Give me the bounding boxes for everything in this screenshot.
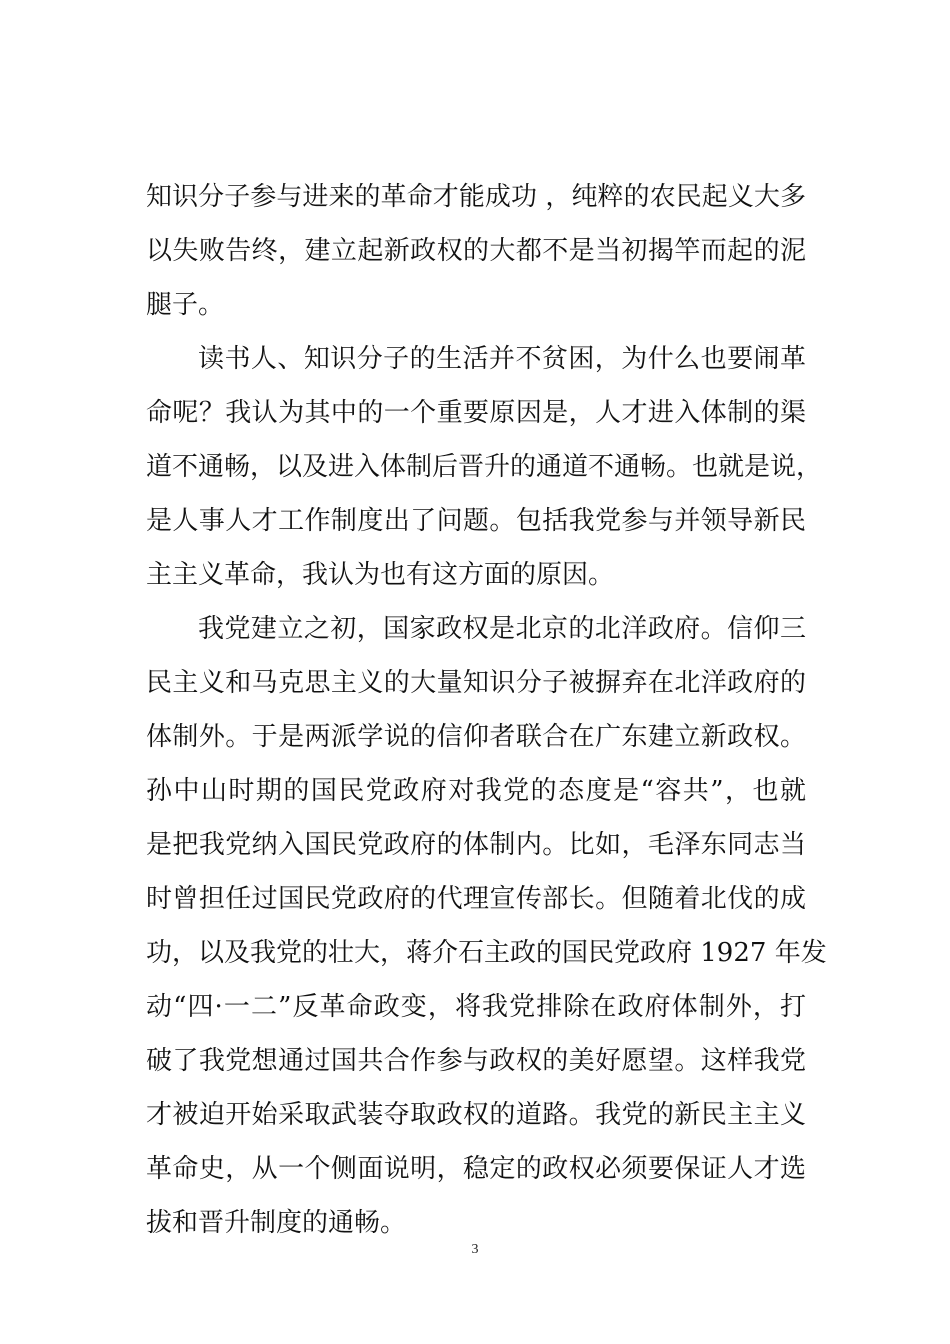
text-line-8: 主主义革命，我认为也有这方面的原因。 [146,560,615,590]
page-number: 3 [471,1242,479,1257]
text-line-18: 才被迫开始采取武装夺取政权的道路。我党的新民主主义 [146,1100,806,1130]
text-line-16: 动“四·一二”反革命政变，将我党排除在政府体制外，打 [146,992,806,1022]
text-line-10: 民主义和马克思主义的大量知识分子被摒弃在北洋政府的 [146,668,806,698]
text-line-17: 破了我党想通过国共合作参与政权的美好愿望。这样我党 [146,1046,806,1076]
text-line-2: 以失败告终，建立起新政权的大都不是当初揭竿而起的泥 [146,236,806,266]
text-line-3: 腿子。 [146,290,225,320]
text-line-19: 革命史，从一个侧面说明，稳定的政权必须要保证人才选 [146,1154,806,1184]
body-text [146,170,827,1250]
text-line-20: 拔和晋升制度的通畅。 [146,1208,407,1238]
text-line-12: 孙中山时期的国民党政府对我党的态度是“容共”，也就 [146,776,806,806]
text-line-13: 是把我党纳入国民党政府的体制内。比如，毛泽东同志当 [146,830,806,860]
text-line-7: 是人事人才工作制度出了问题。包括我党参与并领导新民 [146,506,806,536]
text-line-5: 命呢？我认为其中的一个重要原因是，人才进入体制的渠 [146,398,806,428]
text-line-15: 功，以及我党的壮大，蒋介石主政的国民党政府 1927 年发 [146,938,827,968]
text-line-4: 读书人、知识分子的生活并不贫困，为什么也要闹革 [198,344,806,374]
text-line-14: 时曾担任过国民党政府的代理宣传部长。但随着北伐的成 [146,884,806,914]
text-line-1: 知识分子参与进来的革命才能成功 ，纯粹的农民起义大多 [146,182,806,212]
text-line-9: 我党建立之初，国家政权是北京的北洋政府。信仰三 [198,614,806,644]
text-line-6: 道不通畅，以及进入体制后晋升的通道不通畅。也就是说， [146,452,823,482]
text-line-11: 体制外。于是两派学说的信仰者联合在广东建立新政权。 [146,722,806,752]
